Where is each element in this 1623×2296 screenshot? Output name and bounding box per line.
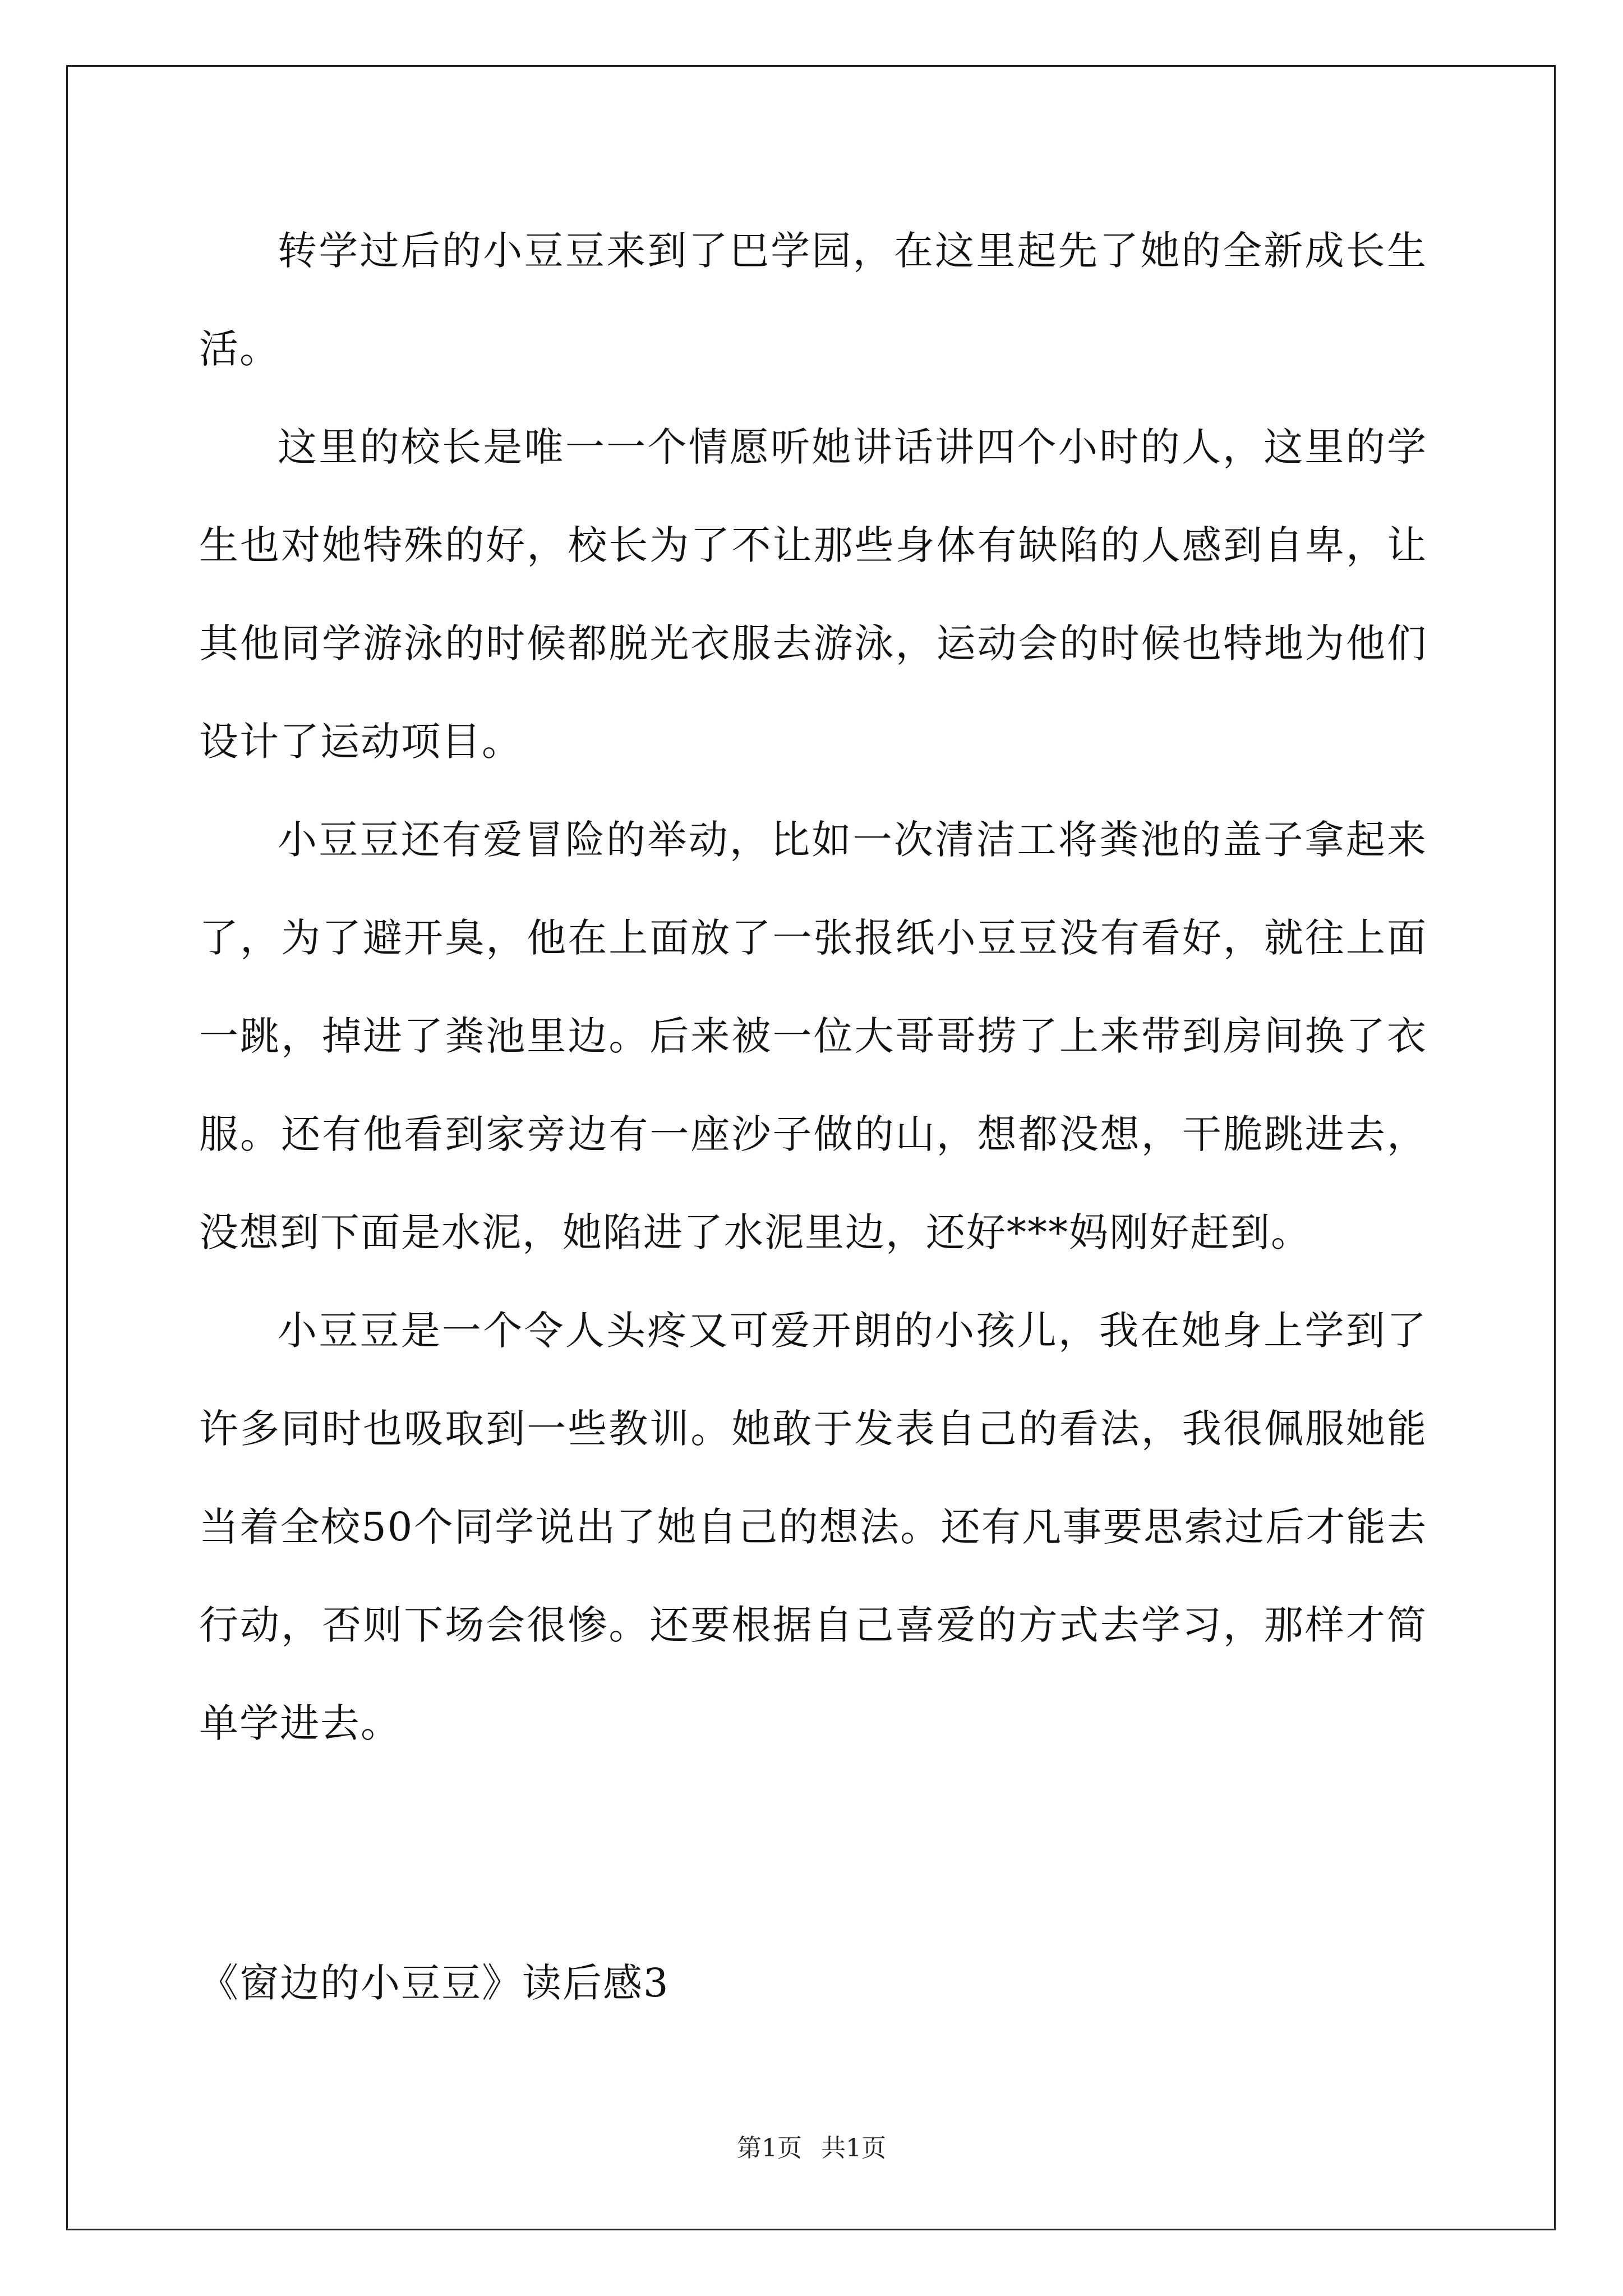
page-total: 共1页 bbox=[821, 2134, 886, 2162]
paragraph-4: 小豆豆是一个令人头疼又可爱开朗的小孩儿，我在她身上学到了许多同时也吸取到一些教训。她敢于发表自己的看法，我很佩服她能当着全校50个同学说出了她自己的想法。还有凡事要思索过后才能去行动，否则下场会很惨。还要根据自己喜爱的方式去学习，那样才简单学进去。 bbox=[199, 1308, 1427, 1746]
page-number: 第1页 bbox=[737, 2134, 802, 2162]
page-footer bbox=[0, 2132, 1623, 2165]
paragraph-3: 小豆豆还有爱冒险的举动，比如一次清洁工将粪池的盖子拿起来了，为了避开臭，他在上面放了一张报纸小豆豆没有看好，就往上面一跳，掉进了粪池里边。后来被一位大哥哥捞了上来带到房间换了衣服。还有他看到家旁边有一座沙子做的山，想都没想，干脆跳进去，没想到下面是水泥，她陷进了水泥里边，还好***妈刚好赶到。 bbox=[199, 817, 1427, 1255]
paragraph-2: 这里的校长是唯一一个情愿听她讲话讲四个小时的人，这里的学生也对她特殊的好，校长为了不让那些身体有缺陷的人感到自卑，让其他同学游泳的时候都脱光衣服去游泳，运动会的时候也特地为他们设计了运动项目。 bbox=[199, 424, 1427, 765]
document-body bbox=[199, 202, 1427, 1773]
paragraph-1: 转学过后的小豆豆来到了巴学园，在这里起先了她的全新成长生活。 bbox=[199, 228, 1427, 372]
section-heading: 《窗边的小豆豆》读后感3 bbox=[199, 1960, 670, 2006]
